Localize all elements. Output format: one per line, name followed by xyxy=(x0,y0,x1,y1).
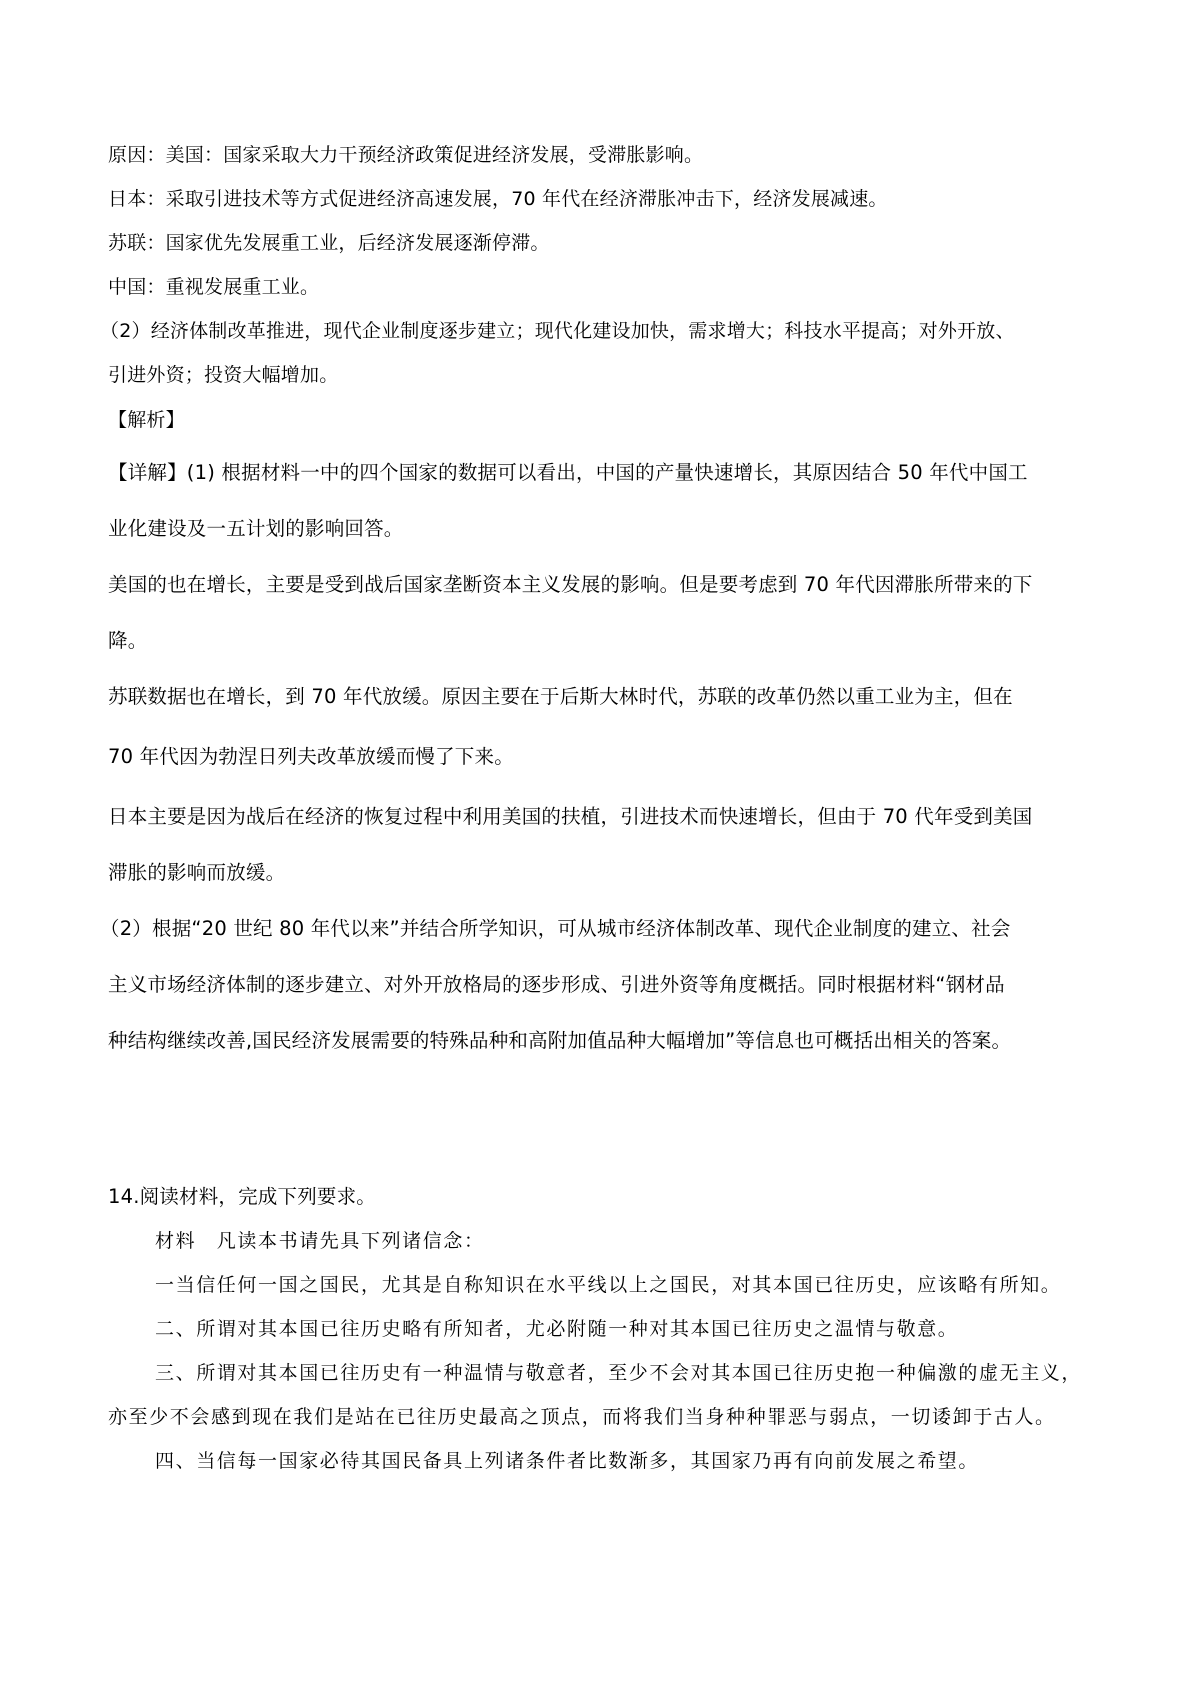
analysis-detail-line2: 业化建设及一五计划的影响回答。 xyxy=(108,517,404,540)
analysis-part2-line2: 主义市场经济体制的逐步建立、对外开放格局的逐步形成、引进外资等角度概括。同时根据材料“钢材品 xyxy=(108,973,1005,996)
analysis-ussr-line2: 70 年代因为勃涅日列夫改革放缓而慢了下来。 xyxy=(108,745,514,768)
answer-part2-line2: 引进外资；投资大幅增加。 xyxy=(108,364,339,386)
question14-item2: 二、所谓对其本国已往历史略有所知者，尤必附随一种对其本国已往历史之温情与敬意。 xyxy=(155,1318,959,1340)
answer-reasons-ussr: 苏联：国家优先发展重工业，后经济发展逐渐停滞。 xyxy=(108,232,550,254)
analysis-part2-line3: 种结构继续改善,国民经济发展需要的特殊品种和高附加值品种大幅增加”等信息也可概括出相关的答案。 xyxy=(108,1029,1012,1052)
analysis-us-line1: 美国的也在增长，主要是受到战后国家垄断资本主义发展的影响。但是要考虑到 70 年代因滞胀所带来的下 xyxy=(108,573,1033,596)
question14-material-intro: 材料 凡读本书请先具下列诸信念： xyxy=(155,1230,485,1252)
question14-item1: 一当信任何一国之国民，尤其是自称知识在水平线以上之国民，对其本国已往历史，应该略有所知。 xyxy=(155,1274,1062,1296)
answer-part2-line1: （2）经济体制改革推进，现代企业制度逐步建立；现代化建设加快，需求增大；科技水平提高；对外开放、 xyxy=(100,320,1015,342)
analysis-us-line2: 降。 xyxy=(108,629,148,652)
answer-reasons-china: 中国：重视发展重工业。 xyxy=(108,276,320,298)
analysis-japan-line2: 滞胀的影响而放缓。 xyxy=(108,861,286,884)
analysis-heading: 【解析】 xyxy=(108,409,185,431)
question14-title: 14.阅读材料，完成下列要求。 xyxy=(108,1185,377,1208)
analysis-part2-line1: （2）根据“20 世纪 80 年代以来”并结合所学知识，可从城市经济体制改革、现代企业制度的建立、社会 xyxy=(100,917,1011,940)
answer-reasons-japan: 日本：采取引进技术等方式促进经济高速发展，70 年代在经济滞胀冲击下，经济发展减速。 xyxy=(108,188,888,210)
question14-item3-line2: 亦至少不会感到现在我们是站在已往历史最高之顶点，而将我们当身种种罪恶与弱点，一切诿卸于古人。 xyxy=(108,1406,1056,1428)
answer-reasons-us: 原因：美国：国家采取大力干预经济政策促进经济发展，受滞胀影响。 xyxy=(108,144,704,166)
analysis-japan-line1: 日本主要是因为战后在经济的恢复过程中利用美国的扶植，引进技术而快速增长，但由于 70 代年受到美国 xyxy=(108,805,1033,828)
analysis-ussr-line1: 苏联数据也在增长，到 70 年代放缓。原因主要在于后斯大林时代，苏联的改革仍然以重工业为主，但在 xyxy=(108,685,1013,708)
question14-item4: 四、当信每一国家必待其国民备具上列诸条件者比数渐多，其国家乃再有向前发展之希望。 xyxy=(155,1450,980,1472)
analysis-detail-line1: 【详解】(1) 根据材料一中的四个国家的数据可以看出，中国的产量快速增长，其原因结合 50 年代中国工 xyxy=(108,461,1028,484)
question14-item3-line1: 三、所谓对其本国已往历史有一种温情与敬意者，至少不会对其本国已往历史抱一种偏激的虚无主义， xyxy=(155,1362,1083,1384)
